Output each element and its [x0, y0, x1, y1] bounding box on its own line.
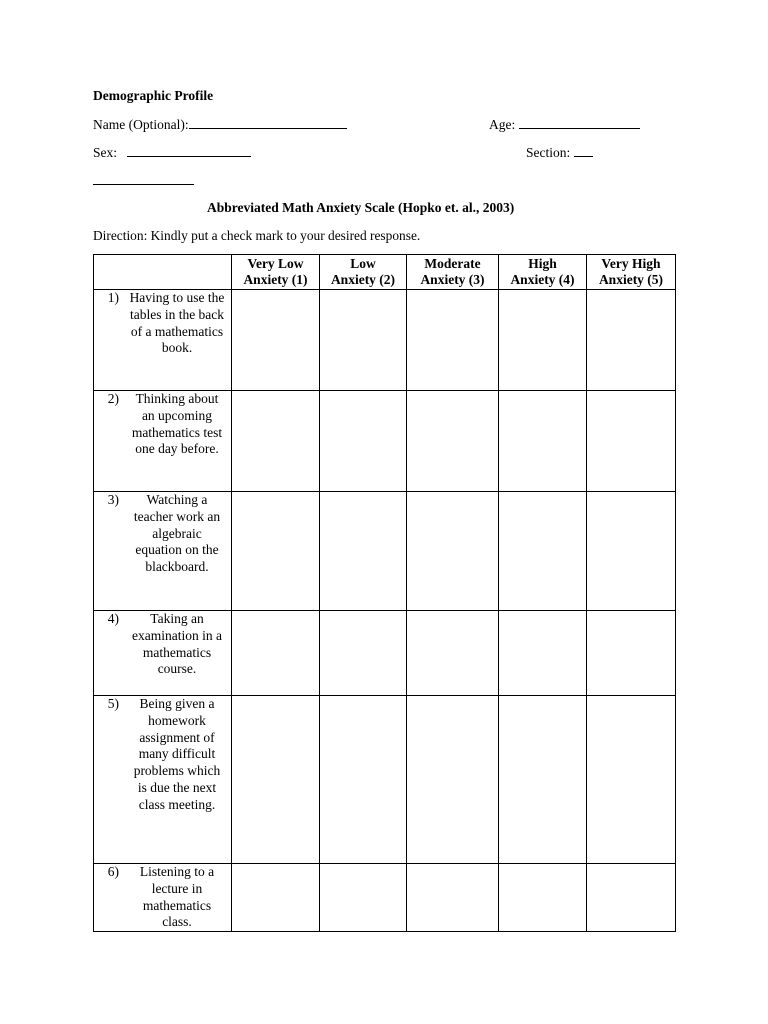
response-cell-5[interactable]: [587, 391, 676, 492]
section-field: [526, 144, 593, 161]
item-cell: [94, 611, 232, 696]
response-cell-5[interactable]: [587, 611, 676, 696]
column-header-line2: Anxiety (3): [420, 272, 485, 287]
column-header-line2: Anxiety (1): [243, 272, 308, 287]
age-label: Age:: [489, 117, 516, 132]
item-cell: [94, 696, 232, 864]
response-cell-2[interactable]: [320, 492, 407, 611]
profile-heading: Demographic Profile: [93, 88, 214, 103]
column-header-line1: Moderate: [424, 256, 481, 271]
age-blank-line[interactable]: [519, 116, 640, 129]
response-cell-4[interactable]: [499, 611, 587, 696]
column-header-line1: High: [528, 256, 557, 271]
response-cell-1[interactable]: [232, 391, 320, 492]
column-header-line2: Anxiety (5): [598, 272, 664, 287]
response-cell-1[interactable]: [232, 492, 320, 611]
section-label: Section:: [526, 145, 571, 160]
column-header-moderate: [407, 255, 499, 290]
section-blank-line-continued[interactable]: [93, 184, 194, 185]
response-cell-5[interactable]: [587, 696, 676, 864]
section-blank-line[interactable]: [574, 144, 593, 157]
blank-header-cell: [94, 255, 232, 290]
response-cell-4[interactable]: [499, 492, 587, 611]
response-cell-4[interactable]: [499, 696, 587, 864]
table-header-row: [94, 255, 676, 290]
age-field: [489, 116, 640, 133]
column-header-line1: Very Low: [247, 256, 304, 271]
column-header-very-high: [587, 255, 676, 290]
response-cell-3[interactable]: [407, 611, 499, 696]
response-cell-2[interactable]: [320, 611, 407, 696]
item-number: 3): [107, 492, 119, 507]
response-cell-5[interactable]: [587, 492, 676, 611]
response-cell-5[interactable]: [587, 290, 676, 391]
response-cell-3[interactable]: [407, 864, 499, 932]
sex-field: [93, 144, 251, 161]
item-cell: [94, 290, 232, 391]
response-cell-2[interactable]: [320, 864, 407, 932]
name-field: [93, 116, 347, 133]
response-cell-4[interactable]: [499, 290, 587, 391]
item-text: Taking an examination in a mathematics course.: [132, 611, 222, 677]
column-header-high: [499, 255, 587, 290]
column-header-line1: Very High: [601, 256, 661, 271]
item-cell: [94, 492, 232, 611]
item-number: 1): [107, 290, 119, 305]
response-cell-3[interactable]: [407, 290, 499, 391]
name-label: Name (Optional):: [93, 117, 189, 132]
response-cell-1[interactable]: [232, 864, 320, 932]
response-cell-3[interactable]: [407, 492, 499, 611]
name-blank-line[interactable]: [189, 116, 347, 129]
item-text: Watching a teacher work an algebraic equation on the blackboard.: [133, 492, 221, 575]
table-row: [94, 696, 676, 864]
scale-title: Abbreviated Math Anxiety Scale (Hopko et. al., 2003): [207, 200, 515, 215]
table-row: [94, 290, 676, 391]
item-number: 6): [107, 864, 119, 879]
direction-text: Direction: Kindly put a check mark to your desired response.: [93, 228, 421, 243]
column-header-very-low: [232, 255, 320, 290]
response-cell-2[interactable]: [320, 391, 407, 492]
item-number: 5): [107, 696, 119, 711]
item-text: Being given a homework assignment of many difficult problems which is due the next class meeting.: [133, 696, 221, 812]
item-text: Listening to a lecture in mathematics class.: [139, 864, 215, 930]
table-row: [94, 492, 676, 611]
column-header-line1: Low: [350, 256, 376, 271]
response-cell-4[interactable]: [499, 391, 587, 492]
response-cell-2[interactable]: [320, 290, 407, 391]
response-cell-1[interactable]: [232, 290, 320, 391]
item-cell: [94, 864, 232, 932]
sex-blank-line[interactable]: [127, 144, 251, 157]
item-text: Having to use the tables in the back of a mathematics book.: [129, 290, 225, 356]
sex-label: Sex:: [93, 145, 118, 160]
response-cell-2[interactable]: [320, 696, 407, 864]
response-cell-4[interactable]: [499, 864, 587, 932]
anxiety-scale-table: [93, 254, 676, 932]
column-header-line2: Anxiety (2): [330, 272, 396, 287]
response-cell-3[interactable]: [407, 696, 499, 864]
table-row: [94, 611, 676, 696]
item-number: 2): [107, 391, 119, 406]
table-row: [94, 391, 676, 492]
response-cell-1[interactable]: [232, 611, 320, 696]
column-header-low: [320, 255, 407, 290]
response-cell-1[interactable]: [232, 696, 320, 864]
response-cell-3[interactable]: [407, 391, 499, 492]
item-text: Thinking about an upcoming mathematics test one day before.: [131, 391, 223, 457]
item-number: 4): [107, 611, 119, 626]
item-cell: [94, 391, 232, 492]
column-header-line2: Anxiety (4): [510, 272, 575, 287]
table-row: [94, 864, 676, 932]
response-cell-5[interactable]: [587, 864, 676, 932]
